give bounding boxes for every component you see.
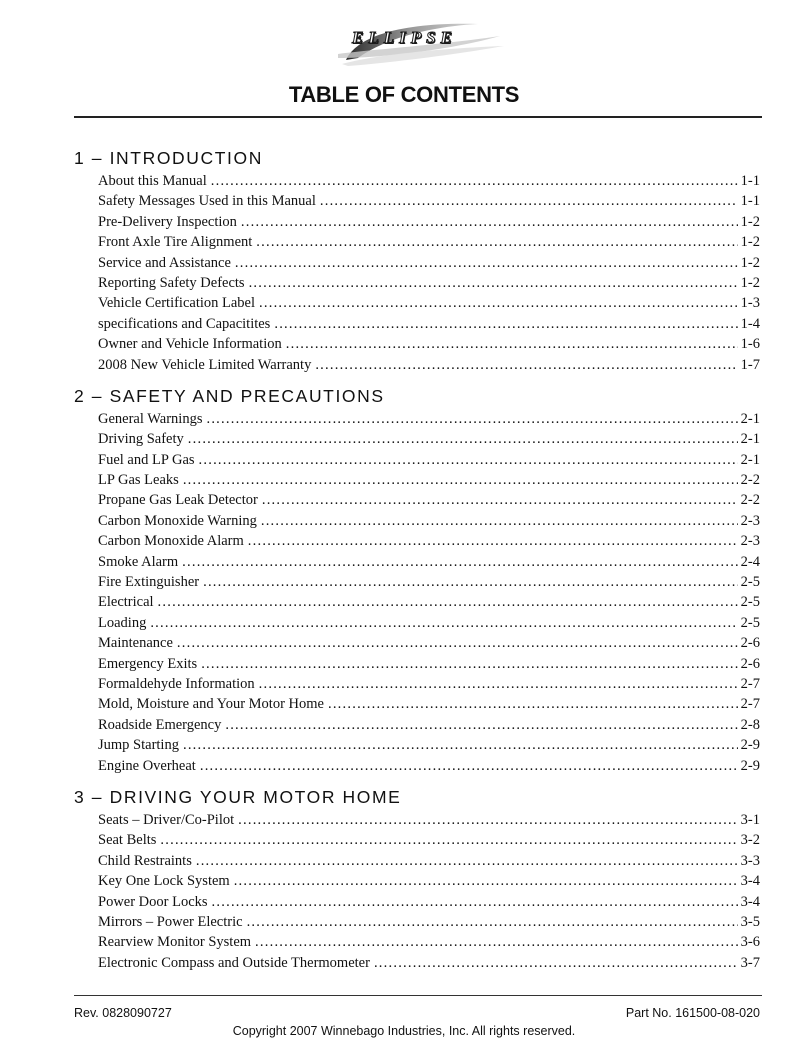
entry-title: Formaldehyde Information [98,675,255,692]
dot-leader [201,654,737,674]
entry-page-number: 2-1 [740,431,760,448]
entry-title: Smoke Alarm [98,553,179,570]
entry-page-number: 3-4 [740,893,760,910]
toc-entry [98,409,760,429]
toc-entry [98,511,760,531]
dot-leader [182,552,738,572]
entry-title: Owner and Vehicle Information [98,336,282,353]
dot-leader [248,531,738,551]
revision-number: Rev. 0828090727 [74,1006,172,1020]
dot-leader [150,613,737,633]
entry-title: Engine Overheat [98,757,196,774]
entry-page-number: 1-6 [740,336,760,353]
entry-title: Key One Lock System [98,873,230,890]
entry-page-number: 1-2 [740,234,760,251]
toc-entry [98,694,760,714]
dot-leader [249,273,738,293]
table-of-contents [74,145,760,981]
entry-title: General Warnings [98,410,203,427]
entry-title: Fire Extinguisher [98,574,200,591]
dot-leader [158,592,738,612]
entry-title: Vehicle Certification Label [98,295,256,312]
entry-page-number: 3-6 [740,934,760,951]
toc-entry [98,490,760,510]
entry-title: Emergency Exits [98,655,198,672]
dot-leader [160,830,737,850]
toc-entry [98,171,760,191]
dot-leader [286,334,738,354]
toc-entry [98,633,760,653]
part-number: Part No. 161500-08-020 [625,1006,760,1020]
toc-entry [98,572,760,592]
toc-entry [98,273,760,293]
dot-leader [203,572,738,592]
dot-leader [235,253,738,273]
entry-page-number: 2-3 [740,512,760,529]
toc-entry [98,334,760,354]
dot-leader [320,191,738,211]
entry-page-number: 1-2 [740,213,760,230]
entry-page-number: 2-5 [740,614,760,631]
entry-page-number: 1-3 [740,295,760,312]
dot-leader [238,810,738,830]
entry-title: Fuel and LP Gas [98,451,195,468]
dot-leader [274,314,737,334]
dot-leader [188,429,738,449]
entry-title: Pre-Delivery Inspection [98,213,237,230]
entry-title: Roadside Emergency [98,716,222,733]
toc-entry [98,531,760,551]
toc-entry [98,613,760,633]
entry-title: About this Manual [98,173,207,189]
entry-page-number: 2-2 [740,472,760,489]
dot-leader [315,355,737,375]
dot-leader [234,871,738,891]
dot-leader [212,892,738,912]
entry-page-number: 2-3 [740,533,760,550]
entry-page-number: 2-7 [740,675,760,692]
entry-page-number: 2-6 [740,655,760,672]
entry-page-number: 1-7 [740,356,760,373]
dot-leader [183,735,738,755]
toc-entry-list [74,171,760,375]
toc-entry [98,756,760,776]
toc-entry [98,851,760,871]
toc-entry [98,191,760,211]
entry-page-number: 1-2 [740,274,760,291]
toc-entry [98,450,760,470]
entry-title: Child Restraints [98,852,192,869]
entry-page-number: 2-9 [740,757,760,774]
toc-entry [98,830,760,850]
entry-page-number: 2-1 [740,410,760,427]
entry-title: Safety Messages Used in this Manual [98,193,316,210]
entry-page-number: 3-4 [740,873,760,890]
entry-page-number: 1-4 [740,315,760,332]
dot-leader [255,932,738,952]
entry-page-number: 2-5 [740,594,760,611]
toc-entry [98,232,760,252]
dot-leader [225,715,737,735]
toc-entry [98,912,760,932]
entry-title: Propane Gas Leak Detector [98,492,258,509]
entry-title: Electrical [98,594,154,611]
dot-leader [247,912,738,932]
section-heading: 3 – DRIVING YOUR MOTOR HOME [74,786,402,807]
toc-entry-list [74,409,760,776]
toc-entry [98,953,760,973]
toc-entry [98,674,760,694]
dot-leader [199,450,738,470]
entry-page-number: 3-5 [740,913,760,930]
ellipse-logo [328,14,508,70]
entry-page-number: 1-1 [740,193,760,210]
logo-wordmark: ELLIPSE [352,28,457,47]
toc-entry-list [74,810,760,973]
entry-page-number: 2-9 [740,737,760,754]
dot-leader [256,232,737,252]
entry-page-number: 3-2 [740,832,760,849]
toc-entry [98,735,760,755]
toc-entry [98,552,760,572]
toc-entry [98,810,760,830]
entry-page-number: 2-5 [740,574,760,591]
entry-page-number: 3-3 [740,852,760,869]
entry-title: Driving Safety [98,431,184,448]
page-title: TABLE OF CONTENTS [288,82,520,107]
entry-title: specifications and Capacitites [98,315,271,332]
toc-entry [98,932,760,952]
copyright-notice: Copyright 2007 Winnebago Industries, Inc. All rights reserved. [232,1024,576,1038]
dot-leader [259,293,738,313]
dot-leader [259,674,738,694]
entry-title: Reporting Safety Defects [98,274,245,291]
entry-page-number: 2-7 [740,696,760,713]
toc-section [74,145,760,375]
footer-divider [74,995,762,996]
section-heading: 2 – SAFETY AND PRECAUTIONS [74,385,385,406]
toc-entry [98,293,760,313]
entry-page-number: 3-7 [740,954,760,971]
entry-page-number: 3-1 [740,811,760,828]
toc-section [74,383,760,776]
toc-entry [98,892,760,912]
toc-entry [98,429,760,449]
entry-title: Loading [98,614,147,631]
entry-title: Carbon Monoxide Alarm [98,533,244,550]
dot-leader [211,171,738,191]
entry-page-number: 2-8 [740,716,760,733]
toc-entry [98,314,760,334]
dot-leader [177,633,738,653]
entry-title: Service and Assistance [98,254,231,271]
entry-title: Power Door Locks [98,893,208,910]
toc-entry [98,470,760,490]
entry-title: Rearview Monitor System [98,934,252,951]
dot-leader [328,694,738,714]
dot-leader [183,470,738,490]
entry-title: Seats – Driver/Co-Pilot [98,811,235,828]
toc-section [74,784,760,973]
toc-entry [98,592,760,612]
dot-leader [200,756,738,776]
toc-entry [98,654,760,674]
toc-entry [98,871,760,891]
entry-title: Mirrors – Power Electric [98,913,243,930]
dot-leader [374,953,738,973]
entry-page-number: 2-6 [740,635,760,652]
dot-leader [262,490,738,510]
entry-title: Electronic Compass and Outside Thermometer [98,954,370,971]
dot-leader [196,851,738,871]
section-heading: 1 – INTRODUCTION [74,148,263,168]
toc-entry [98,715,760,735]
entry-title: Mold, Moisture and Your Motor Home [98,696,324,713]
toc-entry [98,212,760,232]
dot-leader [241,212,738,232]
dot-leader [261,511,738,531]
entry-title: Carbon Monoxide Warning [98,512,257,529]
entry-title: LP Gas Leaks [98,472,179,489]
toc-entry [98,355,760,375]
entry-title: Jump Starting [98,737,179,754]
entry-page-number: 2-4 [740,553,760,570]
entry-page-number: 1-2 [740,254,760,271]
entry-page-number: 1-1 [740,173,760,189]
entry-title: Seat Belts [98,832,157,849]
entry-page-number: 2-2 [740,492,760,509]
toc-entry [98,253,760,273]
title-divider [74,116,762,118]
entry-page-number: 2-1 [740,451,760,468]
dot-leader [206,409,737,429]
entry-title: Maintenance [98,635,173,652]
entry-title: 2008 New Vehicle Limited Warranty [98,356,312,373]
entry-title: Front Axle Tire Alignment [98,234,253,251]
